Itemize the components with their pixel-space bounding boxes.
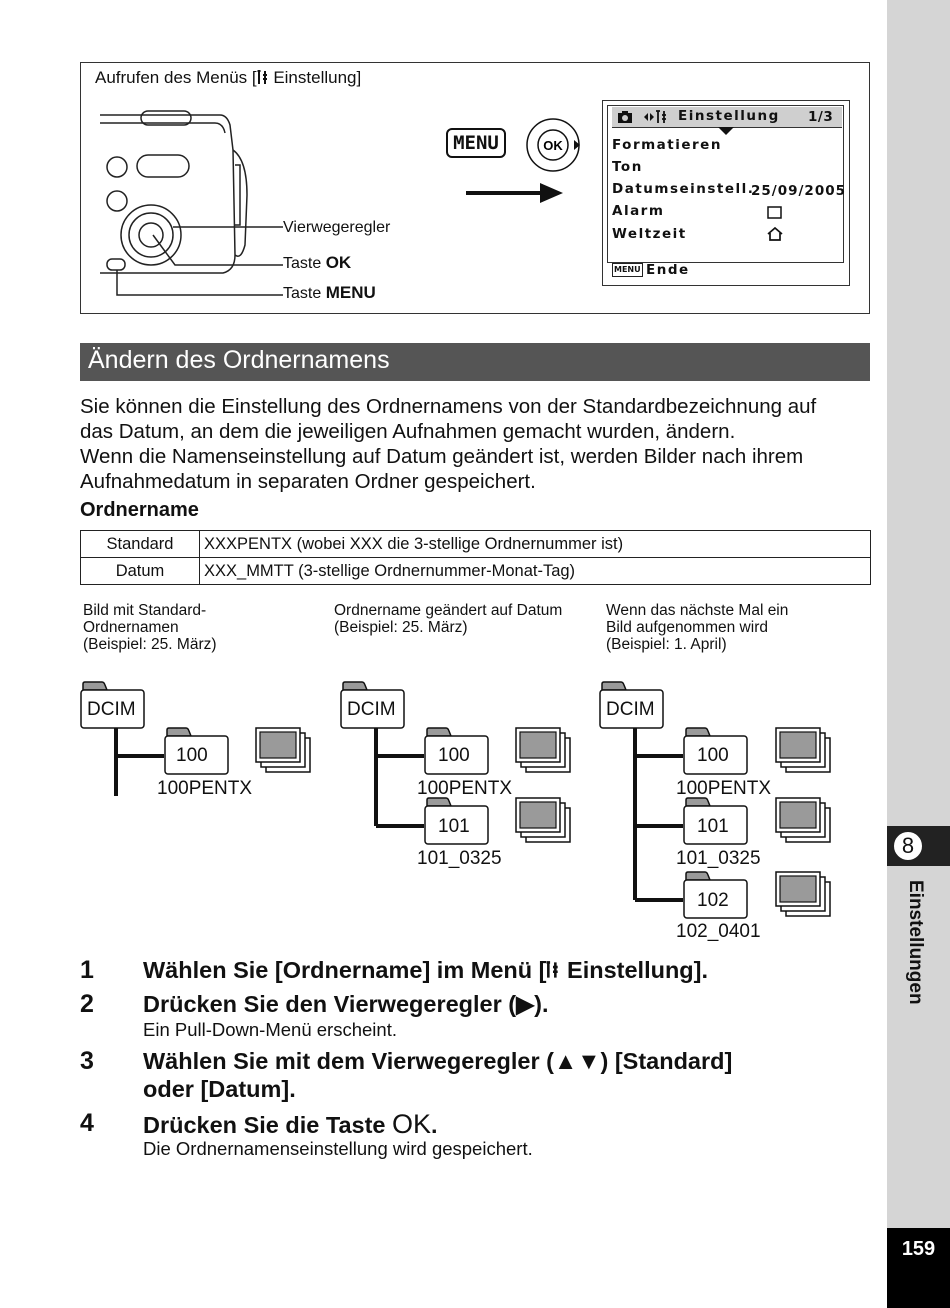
folder-number: 101 — [697, 816, 729, 837]
photo-stack-icon — [256, 728, 310, 772]
lcd-item-ton: Ton — [612, 159, 643, 175]
diagram-2 — [341, 682, 570, 869]
photo-stack-icon — [776, 798, 830, 842]
menu-button-icon: MENU — [446, 128, 506, 158]
folder-number: 102 — [697, 890, 729, 911]
subheading-ordnername: Ordnername — [80, 499, 199, 521]
lcd-item-alarm: Alarm — [612, 203, 665, 219]
step-1-number: 1 — [80, 956, 94, 984]
photo-stack-icon — [776, 728, 830, 772]
step-2-number: 2 — [80, 990, 94, 1018]
side-tab-strip — [887, 0, 950, 1308]
label-ok: Taste OK — [283, 253, 352, 272]
lcd-menu-icon: MENU — [612, 263, 643, 277]
dcim-label: DCIM — [87, 699, 136, 720]
ok-symbol: OK — [392, 1109, 432, 1139]
folder-name: 100PENTX — [676, 778, 772, 799]
folder-number: 100 — [697, 745, 729, 766]
arrow-right-icon — [466, 180, 566, 208]
ok-dial-icon — [522, 116, 584, 176]
step-2-text: Drücken Sie den Vierwegeregler (▶). — [143, 991, 549, 1017]
home-icon — [766, 226, 784, 242]
folder-name: 101_0325 — [676, 848, 761, 869]
alarm-off-icon — [767, 206, 783, 220]
paragraph-line-3: Wenn die Namenseinstellung auf Datum geändert ist, werden Bilder nach ihrem — [80, 445, 804, 468]
folder-number: 100 — [438, 745, 470, 766]
camera-back-illustration — [95, 105, 295, 305]
lcd-pointer-icon — [718, 127, 736, 137]
folder-name: 102_0401 — [676, 921, 761, 942]
table-row — [81, 558, 871, 585]
table-cell-setting: Datum — [81, 558, 200, 585]
diagram-1-caption: Bild mit Standard- Ordnernamen (Beispiel: 25. März) — [83, 602, 217, 653]
lcd-page: 1/3 — [808, 109, 834, 125]
step-3-text: Wählen Sie mit dem Vierwegeregler (▲▼) [Standard] — [143, 1048, 733, 1074]
lcd-footer-label: Ende — [646, 262, 690, 278]
chapter-label-wrap — [898, 880, 938, 1030]
section-title: Ändern des Ordnernamens — [88, 346, 390, 374]
step-3-number: 3 — [80, 1047, 94, 1075]
paragraph-line-1: Sie können die Einstellung des Ordnernamens von der Standardbezeichnung auf — [80, 395, 817, 418]
folder-name: 100PENTX — [157, 778, 253, 799]
folder-name: 100PENTX — [417, 778, 513, 799]
step-4-sub: Die Ordnernamenseinstellung wird gespeichert. — [143, 1138, 533, 1159]
table-row — [81, 531, 871, 558]
table-cell-desc: XXX_MMTT (3-stellige Ordnernummer-Monat-Tag) — [200, 558, 871, 585]
photo-stack-icon — [776, 872, 830, 916]
page-number: 159 — [901, 1238, 936, 1260]
folder-name-table — [80, 530, 871, 585]
label-dial: Vierwegeregler — [283, 219, 391, 236]
step-3-text-cont: oder [Datum]. — [143, 1076, 296, 1102]
diagram-1 — [81, 682, 310, 799]
step-4-text: Drücken Sie die Taste OK. — [143, 1109, 438, 1139]
wrench-icon — [257, 70, 269, 85]
chapter-number: 8 — [892, 830, 924, 862]
label-menu: Taste MENU — [283, 283, 376, 302]
lcd-item-formatieren: Formatieren — [612, 137, 722, 153]
lcd-date-value: 25/09/2005 — [751, 183, 847, 199]
step-1-text: Wählen Sie [Ordnername] im Menü [ Einstellung]. — [143, 957, 709, 983]
lcd-item-weltzeit: Weltzeit — [612, 226, 687, 242]
dcim-label: DCIM — [606, 699, 655, 720]
paragraph-line-4: Aufnahmedatum in separaten Ordner gespeichert. — [80, 470, 536, 493]
table-cell-desc: XXXPENTX (wobei XXX die 3-stellige Ordnernummer ist) — [200, 531, 871, 558]
menu-box-caption: Aufrufen des Menüs [ Einstellung] — [95, 68, 362, 87]
table-cell-setting: Standard — [81, 531, 200, 558]
chapter-label: Einstellungen — [905, 880, 926, 1005]
photo-stack-icon — [516, 798, 570, 842]
step-4-number: 4 — [80, 1109, 94, 1137]
folder-number: 100 — [176, 745, 208, 766]
paragraph-line-2: das Datum, an dem die jeweiligen Aufnahmen gemacht wurden, ändern. — [80, 420, 736, 443]
lcd-item-datum: Datumseinstell. — [612, 181, 755, 197]
folder-tree-diagrams — [78, 678, 878, 948]
lcd-tab-icons — [614, 108, 674, 126]
dcim-label: DCIM — [347, 699, 396, 720]
diagram-3 — [600, 682, 830, 942]
photo-stack-icon — [516, 728, 570, 772]
folder-name: 101_0325 — [417, 848, 502, 869]
folder-number: 101 — [438, 816, 470, 837]
diagram-2-caption: Ordnername geändert auf Datum (Beispiel: 25. März) — [334, 602, 563, 636]
ok-dial-text: OK — [543, 138, 563, 153]
lcd-tab-title: Einstellung — [678, 108, 780, 124]
wrench-icon — [546, 960, 560, 980]
step-2-sub: Ein Pull-Down-Menü erscheint. — [143, 1019, 397, 1040]
diagram-3-caption: Wenn das nächste Mal ein Bild aufgenommen wird (Beispiel: 1. April) — [606, 602, 789, 653]
